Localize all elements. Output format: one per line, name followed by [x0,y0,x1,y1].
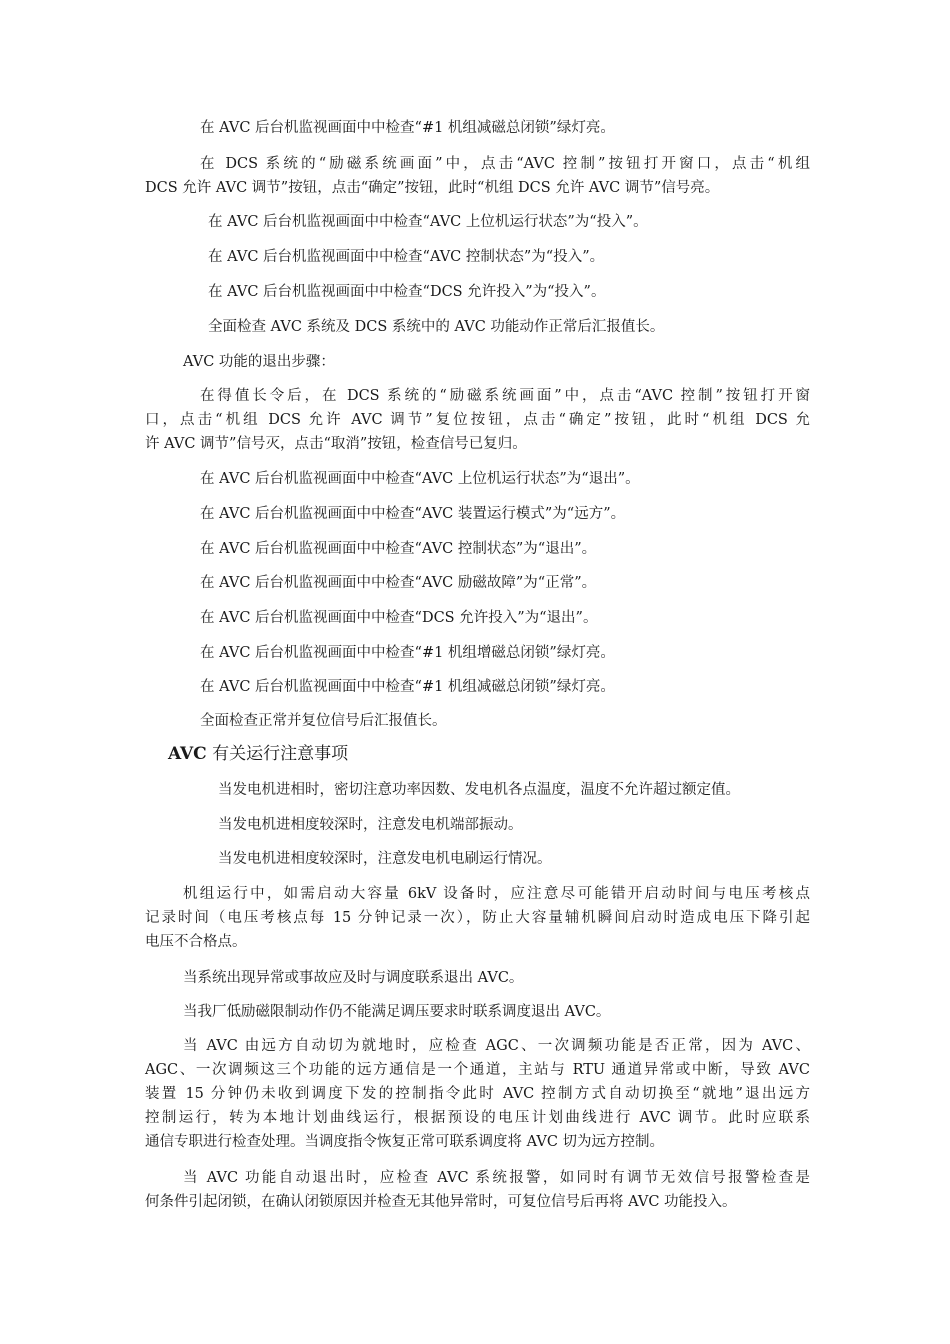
step-check-upper-running: 在 AVC 后台机监视画面中中检查“AVC 上位机运行状态”为“投入”。 [208,214,648,230]
step-check-reduce-lock: 在 AVC 后台机监视画面中中检查“#1 机组减磁总闭锁”绿灯亮。 [200,120,615,136]
section-heading-text: 有关运行注意事项 [206,744,349,764]
note-6kv-paragraph [145,882,810,954]
paragraph-line: 电压不合格点。 [145,934,247,950]
paragraph-line: 当 AVC 由远方自动切为就地时，应检查 AGC、一次调频功能是否正常，因为 AVC、 [183,1038,810,1054]
exit-first-step-paragraph [145,384,810,456]
step-check-dcs-allow: 在 AVC 后台机监视画面中中检查“DCS 允许投入”为“投入”。 [208,284,606,300]
exit-step: 在 AVC 后台机监视画面中中检查“#1 机组减磁总闭锁”绿灯亮。 [200,679,615,695]
section-heading [168,741,348,767]
paragraph-line: 在 DCS 系统的“励磁系统画面”中，点击“AVC 控制”按钮打开窗口，点击“机组 [200,156,810,172]
paragraph-line: 记录时间（电压考核点每 15 分钟记录一次），防止大容量辅机瞬间启动时造成电压下降引起 [145,910,810,926]
paragraph-line: 控制运行，转为本地计划曲线运行，根据预设的电压计划曲线进行 AVC 调节。此时应联系 [145,1110,810,1126]
step-check-control-status: 在 AVC 后台机监视画面中中检查“AVC 控制状态”为“投入”。 [208,249,605,265]
paragraph-line: 当 AVC 功能自动退出时，应检查 AVC 系统报警，如同时有调节无效信号报警检查是 [183,1170,810,1186]
note-item: 当发电机进相度较深时，注意发电机端部振动。 [218,817,523,833]
note-remote-local-paragraph [145,1034,810,1154]
note-low-excitation: 当我厂低励磁限制动作仍不能满足调压要求时联系调度退出 AVC。 [183,1004,611,1020]
paragraph-line: AGC、一次调频这三个功能的远方通信是一个通道，主站与 RTU 通道异常或中断，导致 AVC [145,1062,810,1078]
exit-step: 在 AVC 后台机监视画面中中检查“AVC 装置运行模式”为“远方”。 [200,506,626,522]
exit-step: 在 AVC 后台机监视画面中中检查“AVC 控制状态”为“退出”。 [200,541,597,557]
section-heading-bold: AVC [168,744,207,764]
paragraph-line: 通信专职进行检查处理。当调度指令恢复正常可联系调度将 AVC 切为远方控制。 [145,1134,665,1150]
exit-step: 在 AVC 后台机监视画面中中检查“DCS 允许投入”为“退出”。 [200,610,598,626]
note-item: 当发电机进相时，密切注意功率因数、发电机各点温度，温度不允许超过额定值。 [218,782,740,798]
note-auto-exit-paragraph [145,1166,810,1214]
paragraph-line: DCS 允许 AVC 调节”按钮，点击“确定”按钮，此时“机组 DCS 允许 AVC 调节”信号亮。 [145,180,720,196]
paragraph-line: 口，点击“机组 DCS 允许 AVC 调节”复位按钮，点击“确定”按钮，此时“机组 DCS 允 [145,412,810,428]
paragraph-line: 何条件引起闭锁，在确认闭锁原因并检查无其他异常时，可复位信号后再将 AVC 功能投入。 [145,1194,737,1210]
step-dcs-enable-paragraph [145,152,810,200]
paragraph-line: 许 AVC 调节”信号灭，点击“取消”按钮，检查信号已复归。 [145,436,527,452]
note-item: 当发电机进相度较深时，注意发电机电刷运行情况。 [218,851,552,867]
exit-step: 在 AVC 后台机监视画面中中检查“AVC 励磁故障”为“正常”。 [200,575,597,591]
step-full-check-report: 全面检查 AVC 系统及 DCS 系统中的 AVC 功能动作正常后汇报值长。 [208,319,665,335]
paragraph-line: 在得值长令后，在 DCS 系统的“励磁系统画面”中，点击“AVC 控制”按钮打开窗 [200,388,810,404]
exit-step: 在 AVC 后台机监视画面中中检查“AVC 上位机运行状态”为“退出”。 [200,471,640,487]
exit-step: 在 AVC 后台机监视画面中中检查“#1 机组增磁总闭锁”绿灯亮。 [200,645,615,661]
exit-steps-title: AVC 功能的退出步骤： [183,354,335,370]
note-abnormal: 当系统出现异常或事故应及时与调度联系退出 AVC。 [183,970,524,986]
exit-step: 全面检查正常并复位信号后汇报值长。 [200,713,447,729]
paragraph-line: 机组运行中，如需启动大容量 6kV 设备时，应注意尽可能错开启动时间与电压考核点 [183,886,810,902]
paragraph-line: 装置 15 分钟仍未收到调度下发的控制指令此时 AVC 控制方式自动切换至“就地”退出远方 [145,1086,810,1102]
